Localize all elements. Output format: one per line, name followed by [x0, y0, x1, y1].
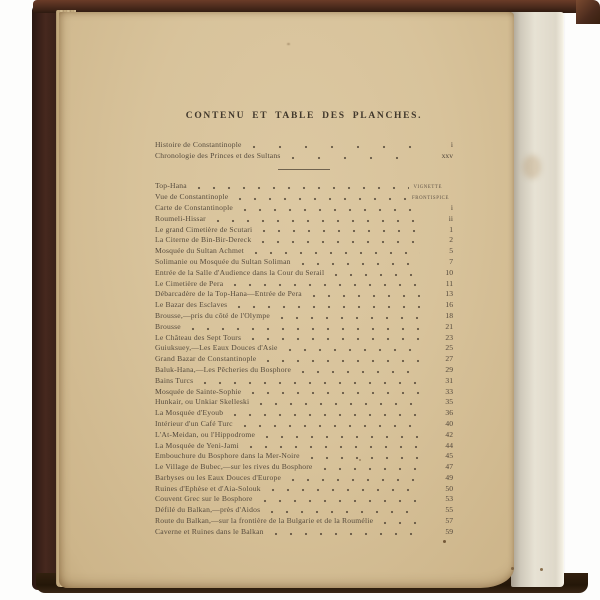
dot-leader — [234, 194, 409, 202]
dot-leader — [270, 529, 420, 537]
toc-entry-row — [155, 214, 453, 225]
toc-entry-page: 16 — [445, 300, 453, 310]
toc-entry-row — [155, 419, 453, 430]
dot-leader — [247, 388, 420, 396]
toc-entry-label: Hunkair, ou Unkiar Skelleski — [155, 397, 250, 407]
toc-entry-page: 7 — [449, 256, 453, 266]
toc-entry-row — [155, 365, 453, 376]
toc-entry-label: Grand Bazar de Constantinople — [155, 354, 257, 364]
toc-entry-row — [155, 289, 453, 300]
toc-entry-page: ii — [448, 213, 453, 223]
toc-entry-page: 1 — [449, 224, 453, 234]
dot-leader — [267, 485, 420, 493]
toc-entry-label: La Mosquée de Yeni-Jami — [155, 440, 239, 450]
toc-entry-page: 44 — [445, 440, 453, 450]
toc-entry-page: 5 — [449, 246, 453, 256]
toc-entry-row — [155, 192, 453, 203]
dot-leader — [258, 226, 420, 234]
plates-list — [155, 181, 453, 537]
toc-entry-row — [155, 225, 453, 236]
toc-entry-page: 45 — [445, 451, 453, 461]
toc-entry-page: VIGNETTE — [413, 185, 442, 191]
toc-entry-row — [155, 246, 453, 257]
toc-entry-page: 10 — [445, 267, 453, 277]
toc-entry-page: 57 — [445, 516, 453, 526]
toc-entry-row — [155, 397, 453, 408]
toc-entry-row — [155, 311, 453, 322]
toc-entry-label: Ruines d'Ephèse et d'Aia-Solouk — [155, 483, 261, 493]
dot-leader — [308, 291, 420, 299]
toc-entry-label: Solimanie ou Mosquée du Sultan Soliman — [155, 256, 291, 266]
toc-entry-page: 40 — [445, 418, 453, 428]
toc-entry-row — [155, 408, 453, 419]
toc-entry-label: Brousse — [155, 321, 181, 331]
toc-entry-row — [155, 484, 453, 495]
toc-entry-label: Intérieur d'un Café Turc — [155, 418, 233, 428]
section-divider — [278, 169, 330, 170]
foxing-spot — [443, 540, 446, 543]
dot-leader — [379, 518, 420, 526]
dot-leader — [229, 280, 420, 288]
dot-leader — [255, 399, 420, 407]
toc-entry-label: Histoire de Constantinople — [155, 140, 242, 149]
toc-entry-label: Mosquée de Sainte-Sophie — [155, 386, 242, 396]
toc-entry-page: 23 — [445, 332, 453, 342]
dot-leader — [287, 153, 421, 161]
toc-entry-page: 35 — [445, 397, 453, 407]
toc-entry-label: Couvent Grec sur le Bosphore — [155, 494, 253, 504]
toc-entry-page: 21 — [445, 321, 453, 331]
dot-leader — [250, 248, 420, 256]
toc-entry-label: Le Bazar des Esclaves — [155, 300, 228, 310]
dot-leader — [284, 345, 420, 353]
toc-entry-label: L'At-Meidan, ou l'Hippodrome — [155, 429, 256, 439]
toc-entry-row — [155, 235, 453, 246]
toc-entry-row — [155, 527, 453, 538]
toc-entry-row — [155, 279, 453, 290]
toc-entry-label: Le grand Cimetière de Scutari — [155, 224, 253, 234]
dot-leader — [306, 453, 420, 461]
toc-entry-page: 49 — [445, 472, 453, 482]
toc-entry-row — [155, 300, 453, 311]
toc-entry-row — [155, 462, 453, 473]
toc-entry-label: Entrée de la Salle d'Audience dans la Cour du Serail — [155, 267, 325, 277]
toc-entry-row — [155, 151, 453, 162]
dot-leader — [229, 410, 420, 418]
toc-entry-page: 13 — [445, 289, 453, 299]
toc-entry-row — [155, 376, 453, 387]
toc-entry-label: Baluk-Hana,—Les Pêcheries du Bosphore — [155, 364, 292, 374]
dot-leader — [233, 302, 420, 310]
toc-entry-page: 36 — [445, 408, 453, 418]
toc-entry-page: 31 — [445, 375, 453, 385]
toc-entry-label: Chronologie des Princes et des Sultans — [155, 151, 281, 161]
dot-leader — [212, 216, 420, 224]
toc-entry-page: FRONTISPICE — [412, 196, 449, 202]
toc-entry-page: 33 — [445, 386, 453, 396]
dot-leader — [287, 475, 420, 483]
toc-entry-label: La Citerne de Bin-Bir-Dereck — [155, 235, 252, 245]
table-of-plates-page — [59, 12, 514, 588]
toc-entry-page: 29 — [445, 364, 453, 374]
toc-entry-row — [155, 333, 453, 344]
toc-entry-row — [155, 343, 453, 354]
dot-leader — [248, 142, 420, 150]
toc-entry-page: 47 — [445, 462, 453, 472]
toc-entry-page: 11 — [445, 278, 453, 288]
toc-entry-row — [155, 473, 453, 484]
foxing-spot — [540, 568, 543, 571]
toc-entry-label: Défilé du Balkan,—près d'Aidos — [155, 505, 261, 515]
toc-entry-page: 55 — [445, 505, 453, 515]
toc-entry-row — [155, 451, 453, 462]
dot-leader — [266, 507, 420, 515]
dot-leader — [297, 259, 420, 267]
toc-entry-row — [155, 140, 453, 151]
dot-leader — [262, 356, 420, 364]
dot-leader — [330, 270, 420, 278]
toc-entry-label: Embouchure du Bosphore dans la Mer-Noire — [155, 451, 300, 461]
dot-leader — [245, 442, 420, 450]
front-matter-list — [155, 140, 453, 162]
dot-leader — [187, 324, 420, 332]
dot-leader — [297, 367, 420, 375]
dot-leader — [239, 421, 420, 429]
dot-leader — [259, 496, 420, 504]
toc-entry-label: Caverne et Ruines dans le Balkan — [155, 526, 264, 536]
foxing-spot — [511, 567, 514, 570]
toc-entry-row — [155, 181, 453, 192]
toc-entry-label: Barbyses ou les Eaux Douces d'Europe — [155, 472, 282, 482]
toc-entry-label: Vue de Constantinople — [155, 192, 229, 202]
facing-page-stain — [523, 155, 541, 179]
toc-entry-label: Le Château des Sept Tours — [155, 332, 242, 342]
toc-entry-label: Mosquée du Sultan Achmet — [155, 246, 244, 256]
page-title: CONTENU ET TABLE DES PLANCHES. — [185, 111, 423, 121]
toc-entry-page: 50 — [445, 483, 453, 493]
toc-entry-label: Le Village de Bubec,—sur les rives du Bosphore — [155, 462, 313, 472]
toc-entry-row — [155, 203, 453, 214]
toc-entry-label: Route du Balkan,—sur la frontière de la Bulgarie et de la Roumélie — [155, 516, 374, 526]
toc-entry-label: Débarcadère de la Top-Hana—Entrée de Pera — [155, 289, 302, 299]
toc-entry-row — [155, 505, 453, 516]
toc-entry-page: 59 — [445, 526, 453, 536]
toc-entry-row — [155, 494, 453, 505]
toc-entry-label: Roumeli-Hissar — [155, 213, 206, 223]
toc-entry-page: 2 — [449, 235, 453, 245]
toc-entry-label: Top-Hana — [155, 181, 187, 191]
dot-leader — [261, 432, 420, 440]
toc-entry-page: 53 — [445, 494, 453, 504]
toc-entry-page: 42 — [445, 429, 453, 439]
toc-content — [155, 111, 453, 538]
foxing-spot — [287, 43, 290, 45]
toc-entry-page: 25 — [445, 343, 453, 353]
dot-leader — [257, 237, 420, 245]
toc-entry-label: Guiuksuey,—Les Eaux Douces d'Asie — [155, 343, 278, 353]
toc-entry-page: 27 — [445, 354, 453, 364]
toc-entry-label: Bains Turcs — [155, 375, 194, 385]
dot-leader — [193, 183, 409, 191]
dot-leader — [276, 313, 420, 321]
dot-leader — [319, 464, 421, 472]
toc-entry-label: Carte de Constantinople — [155, 202, 233, 212]
toc-entry-page: 18 — [445, 310, 453, 320]
toc-entry-row — [155, 441, 453, 452]
toc-entry-label: La Mosquée d'Eyoub — [155, 408, 224, 418]
toc-entry-page: i — [450, 140, 453, 149]
toc-entry-row — [155, 257, 453, 268]
toc-entry-row — [155, 516, 453, 527]
book-cover-top-right-corner — [576, 0, 600, 24]
toc-entry-row — [155, 322, 453, 333]
toc-entry-page: xxv — [441, 151, 453, 161]
toc-entry-label: Le Cimetière de Pera — [155, 278, 224, 288]
toc-entry-row — [155, 268, 453, 279]
dot-leader — [239, 205, 420, 213]
dot-leader — [199, 378, 420, 386]
toc-entry-row — [155, 387, 453, 398]
toc-entry-label: Brousse,—pris du côté de l'Olympe — [155, 310, 270, 320]
toc-entry-page: i — [450, 202, 453, 212]
toc-entry-row — [155, 430, 453, 441]
dot-leader — [247, 334, 420, 342]
facing-blank-page — [511, 12, 564, 587]
toc-entry-row — [155, 354, 453, 365]
